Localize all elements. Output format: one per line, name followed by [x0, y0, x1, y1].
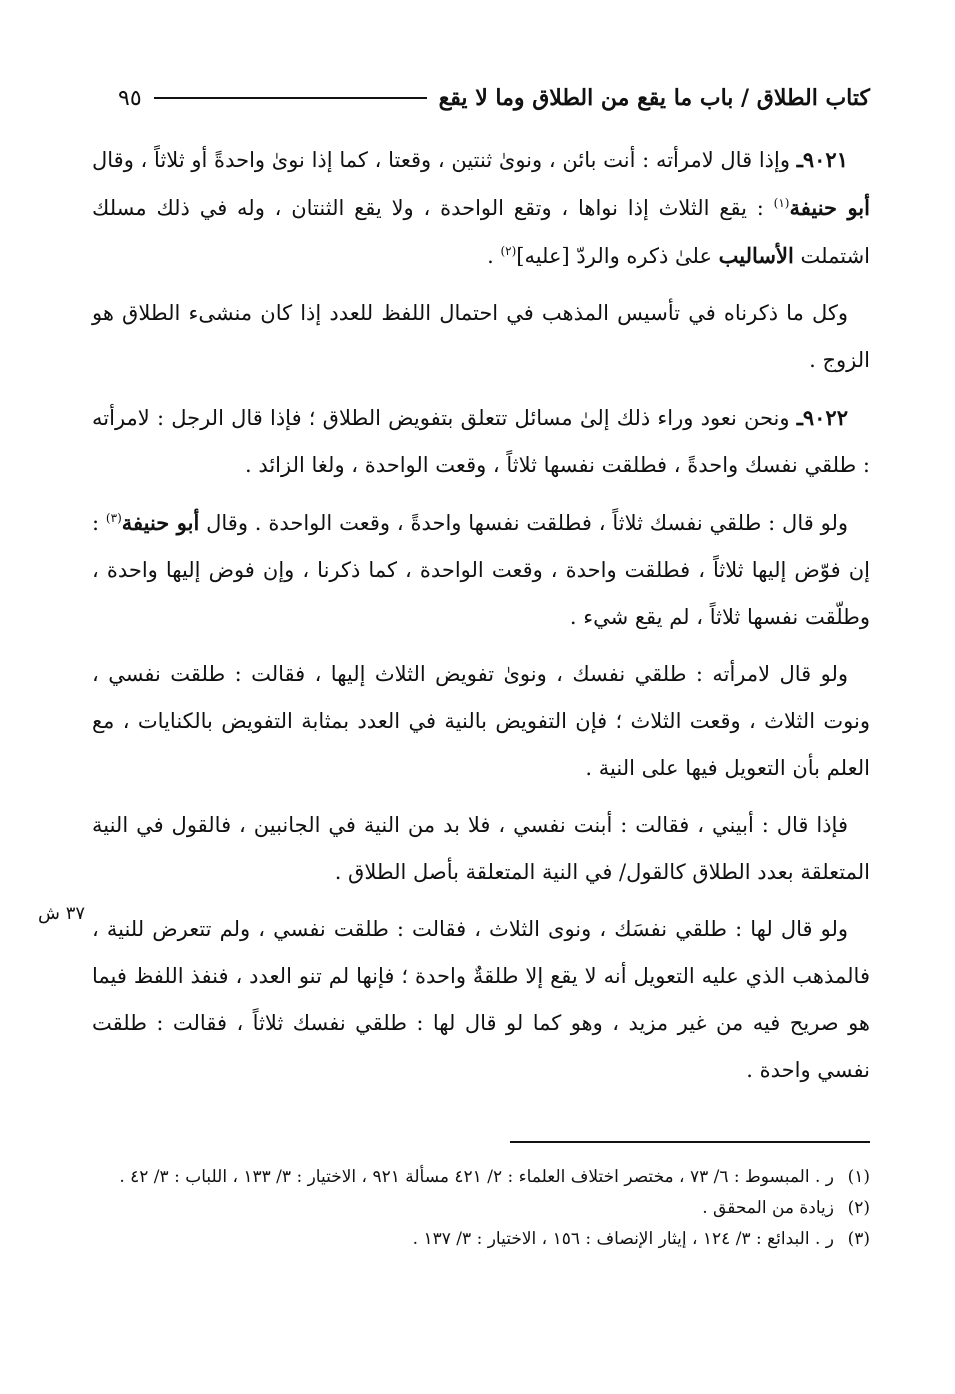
paragraph	[92, 651, 870, 792]
main-text	[92, 136, 870, 1104]
footnote	[92, 1224, 870, 1255]
footnote-ref[interactable]: (٣)	[105, 511, 122, 525]
paragraph	[92, 499, 870, 641]
margin-note: ٣٧ ش	[38, 903, 86, 924]
running-header	[118, 78, 870, 118]
paragraph	[92, 802, 870, 896]
text-run: .	[487, 244, 501, 268]
bold-name: أبو حنيفة	[121, 510, 200, 535]
footnote-text: ر . المبسوط : ٦/ ٧٣ ، مختصر اختلاف العلماء : ٢/ ٤٢١ مسألة ٩٢١ ، الاختيار : ٣/ ١٣٣ ، اللباب : ٣/ ٤٢ .	[119, 1167, 834, 1187]
bold-name: الأساليب	[718, 243, 794, 268]
text-run: فإذا قال : أبيني ، فقالت : أبنت نفسي ، فلا بد من النية في الجانبين ، فالقول في النية المتعلقة بعدد الطلاق كالقول/ في النية المتعلقة بأصل الطلاق .	[92, 813, 870, 884]
bold-name: أبو حنيفة	[789, 195, 870, 220]
footnote-number: (١)	[847, 1167, 870, 1187]
footnote-rule	[510, 1141, 870, 1143]
footnote-ref[interactable]: (٢)	[500, 244, 517, 258]
page-number: ٩٥	[118, 85, 142, 111]
footnote	[92, 1193, 870, 1224]
text-run: ونحن نعود وراء ذلك إلىٰ مسائل تتعلق بتفويض الطلاق ؛ فإذا قال الرجل : لامرأته : طلقي نفسك واحدةً ، فطلقت نفسها ثلاثاً ، وقعت الواحدة ، ولغا الزائد .	[92, 406, 870, 477]
footnote-text: زيادة من المحقق .	[702, 1198, 834, 1218]
text-run: ولو قال لامرأته : طلقي نفسك ، ونوىٰ تفويض الثلاث إليها ، فقالت : طلقت نفسي ، ونوت الثلاث ، وقعت الثلاث ؛ فإن التفويض بالنية في العدد بمثابة التفويض بالكنايات ، مع العلم بأن التعويل فيها على النية .	[92, 662, 870, 780]
footnotes	[92, 1162, 870, 1255]
text-run: علىٰ ذكره والردّ [عليه]	[516, 244, 719, 268]
text-run: : يقع الثلاث إذا نواها ، وتقع الواحدة ، ولا يقع الثنتان ، وله في ذلك مسلك اشتملت	[92, 196, 870, 268]
paragraph	[92, 906, 870, 1094]
footnote-text: ر . البدائع : ٣/ ١٢٤ ، إيثار الإنصاف : ١٥٦ ، الاختيار : ٣/ ١٣٧ .	[412, 1229, 834, 1249]
text-run: ولو قال لها : طلقي نفسَك ، ونوى الثلاث ، فقالت : طلقت نفسي ، ولم تتعرض للنية ، فالمذهب الذي عليه التعويل أنه لا يقع إلا طلقةٌ واحدة ؛ فإنها لم تنو العدد ، فنفذ اللفظ فيما هو صريح فيه من غير مزيد ، وهو كما لو قال لها : طلقي نفسك ثلاثاً ، فقالت : طلقت نفسي واحدة .	[92, 917, 870, 1082]
text-run: ولو قال : طلقي نفسك ثلاثاً ، فطلقت نفسها واحدةً ، وقعت الواحدة . وقال	[199, 511, 848, 535]
footnote-ref[interactable]: (١)	[773, 196, 790, 210]
text-run: : إن فوّض إليها ثلاثاً ، فطلقت واحدة ، وقعت الواحدة ، كما ذكرنا ، وإن فوض إليها واحدة ، وطلّقت نفسها ثلاثاً ، لم يقع شيء .	[92, 511, 870, 629]
footnote-number: (٣)	[847, 1229, 870, 1249]
paragraph	[92, 290, 870, 384]
footnote	[92, 1162, 870, 1193]
paragraph	[92, 136, 870, 280]
paragraph-number: ٩٠٢١ـ	[796, 147, 848, 172]
paragraph-number: ٩٠٢٢ـ	[796, 405, 848, 430]
text-run: وكل ما ذكرناه في تأسيس المذهب في احتمال اللفظ للعدد إذا كان منشىء الطلاق هو الزوج .	[92, 301, 870, 372]
text-run: وإذا قال لامرأته : أنت بائن ، ونوىٰ ثنتين ، وقعتا ، كما إذا نوىٰ واحدةً أو ثلاثاً ، وقال	[92, 148, 790, 172]
paragraph	[92, 394, 870, 489]
footnote-number: (٢)	[847, 1198, 870, 1218]
header-title: كتاب الطلاق / باب ما يقع من الطلاق وما لا يقع	[438, 85, 870, 111]
header-rule	[154, 97, 427, 99]
